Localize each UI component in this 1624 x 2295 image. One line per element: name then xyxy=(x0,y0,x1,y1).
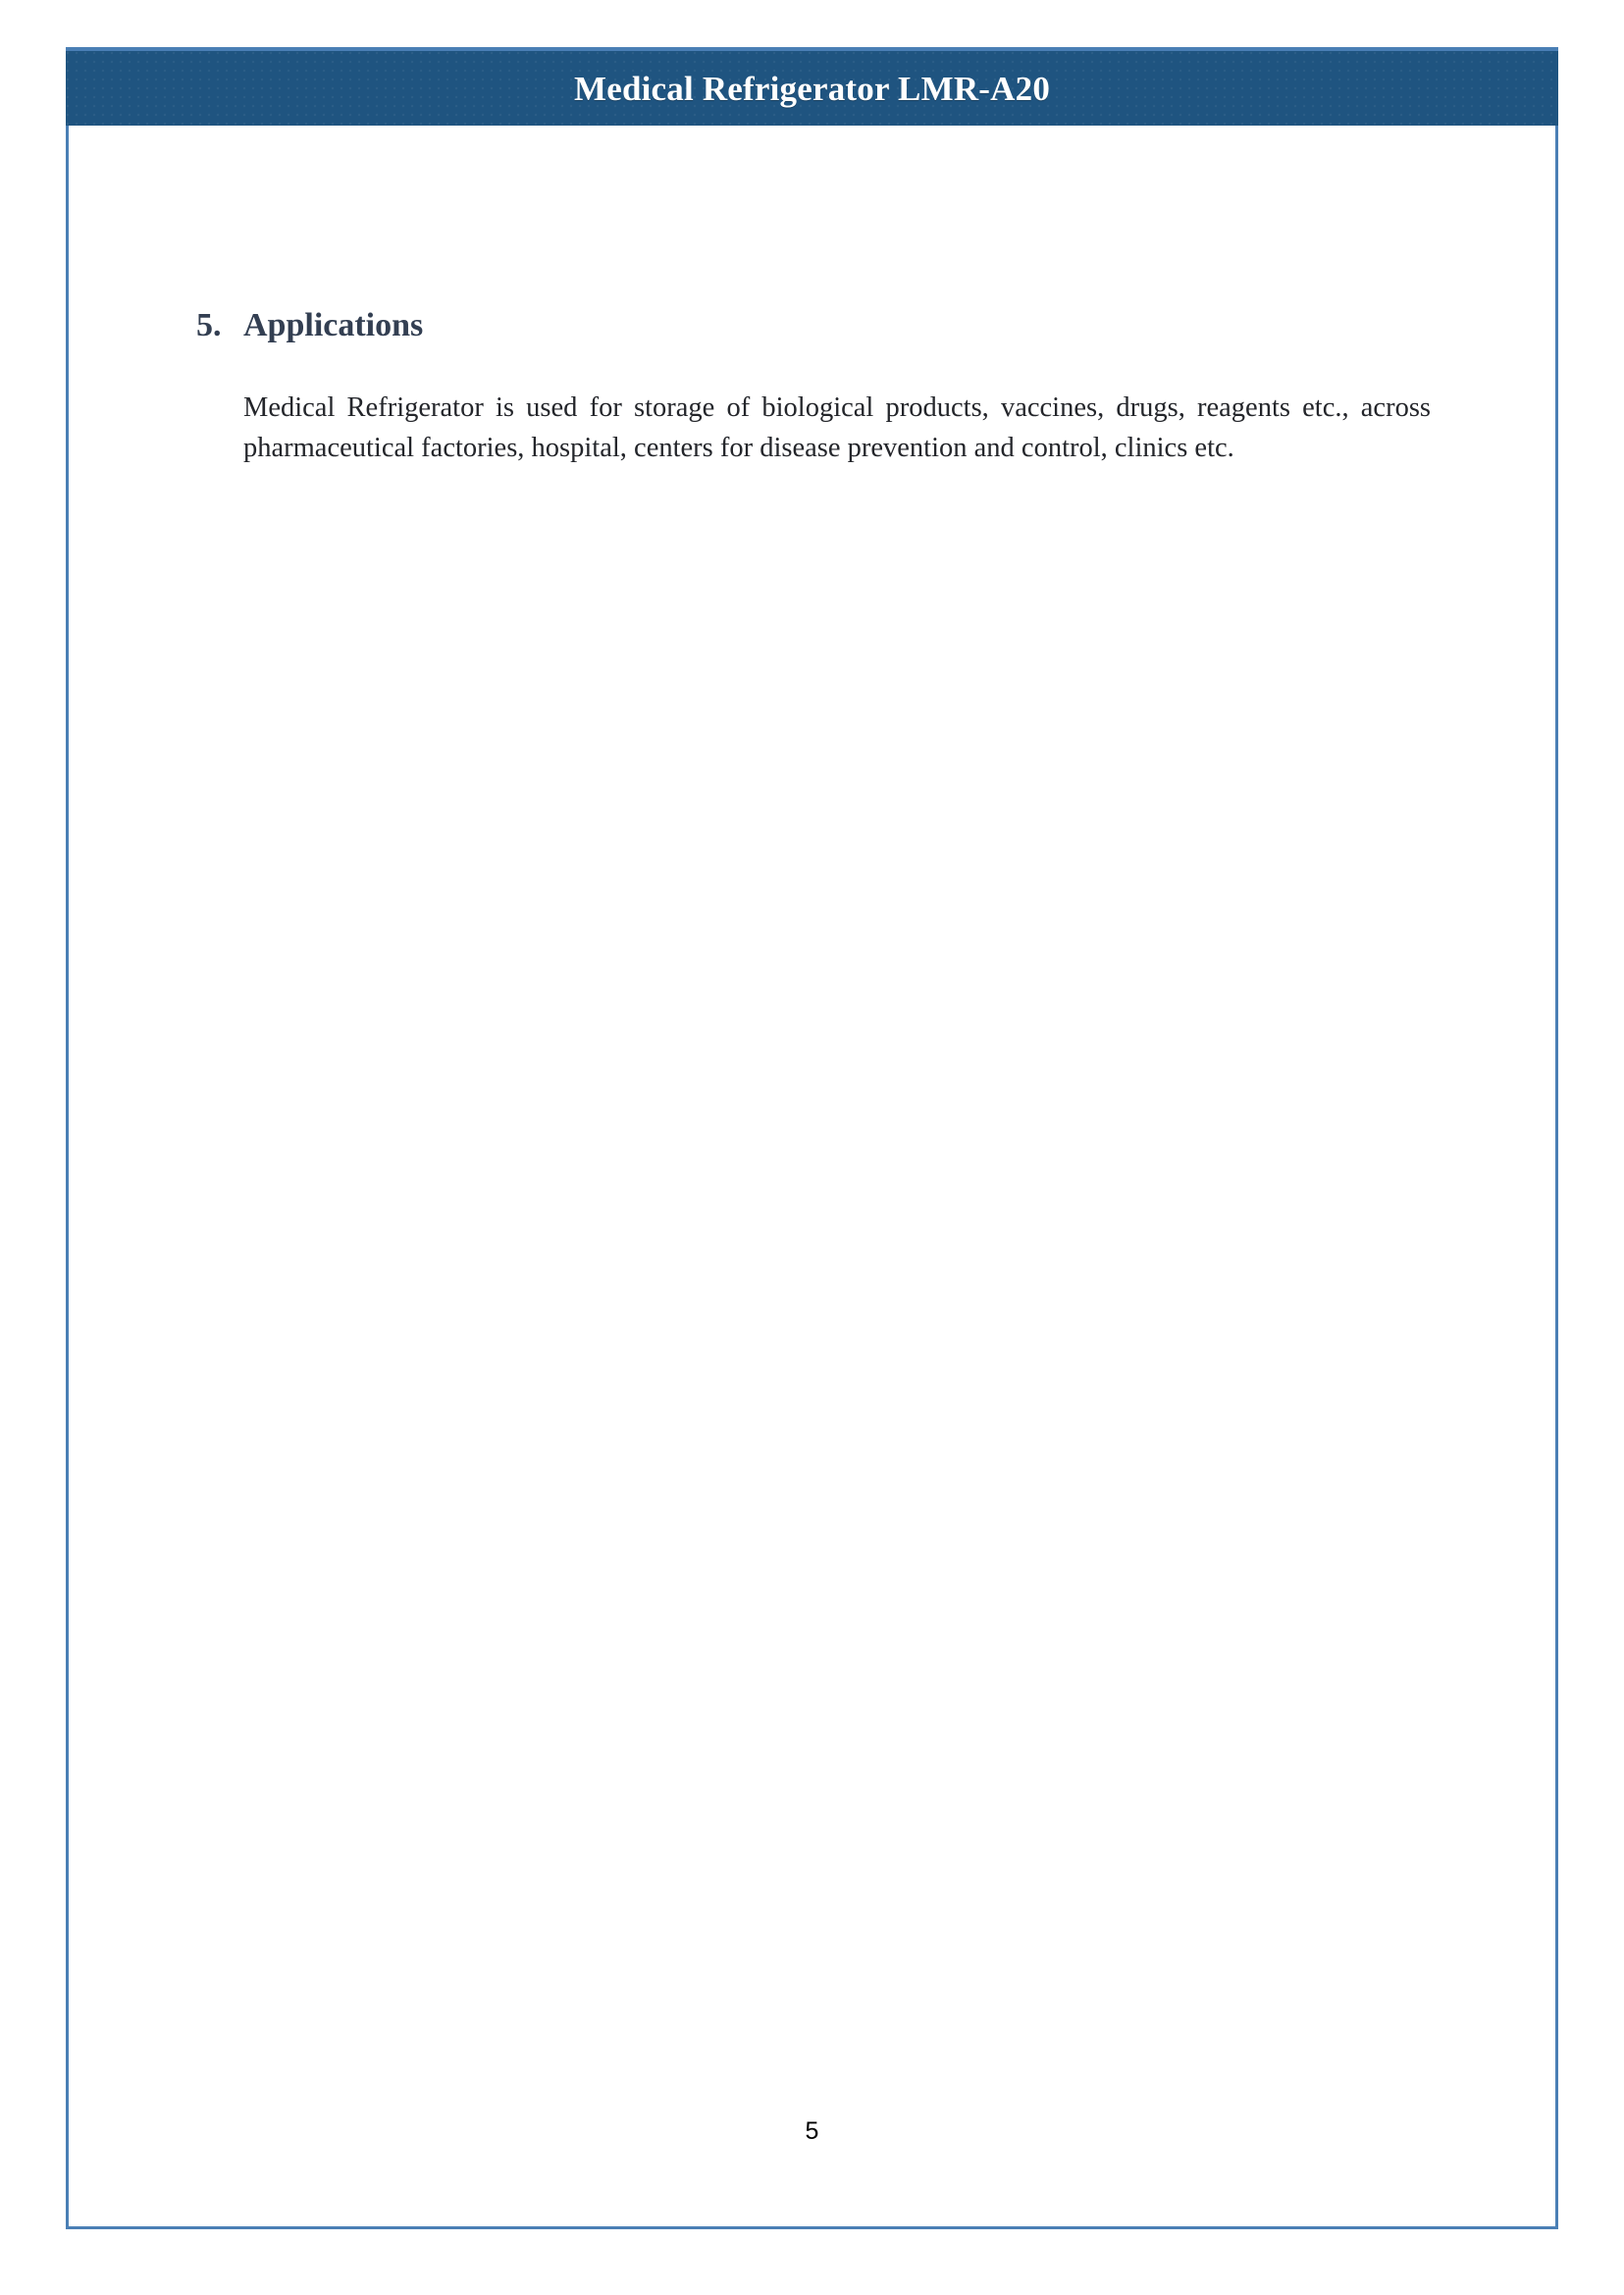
section-body xyxy=(196,388,1431,468)
applications-paragraph: Medical Refrigerator is used for storage of biological products, vaccines, drugs, reagents etc., across pharmaceutical factories, hospital, centers for disease prevention and control, clinics etc. xyxy=(243,392,1431,464)
document-title: Medical Refrigerator LMR-A20 xyxy=(573,69,1051,108)
document-header-banner xyxy=(66,47,1558,126)
page-content xyxy=(196,306,1431,468)
section-number: 5. xyxy=(196,307,222,343)
page-number: 5 xyxy=(805,2117,819,2145)
section-title: Applications xyxy=(243,307,424,343)
section-heading xyxy=(196,306,1431,344)
